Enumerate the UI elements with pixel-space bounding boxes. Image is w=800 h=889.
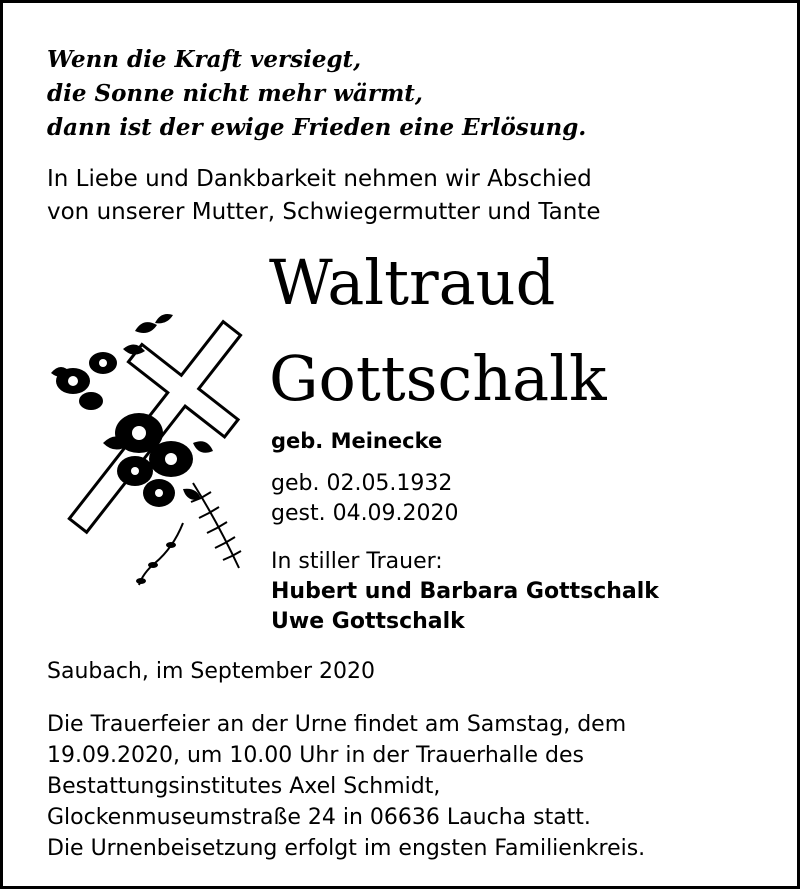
intro-text — [47, 163, 600, 229]
motto-line: die Sonne nicht mehr wärmt, — [47, 80, 423, 107]
funeral-notice — [47, 709, 645, 864]
funeral-line: Die Trauerfeier an der Urne findet am Samstag, dem — [47, 712, 627, 737]
maiden-name: geb. Meinecke — [271, 429, 443, 453]
mourner-name: Hubert und Barbara Gottschalk — [271, 579, 659, 604]
funeral-line: Die Urnenbeisetzung erfolgt im engsten Familienkreis. — [47, 836, 646, 861]
motto-verse — [47, 43, 586, 145]
intro-line: In Liebe und Dankbarkeit nehmen wir Abschied — [47, 166, 592, 192]
intro-line: von unserer Mutter, Schwiegermutter und Tante — [47, 199, 601, 225]
first-name: Waltraud — [269, 246, 556, 319]
motto-line: Wenn die Kraft versiegt, — [47, 46, 362, 73]
funeral-line: Bestattungsinstitutes Axel Schmidt, — [47, 774, 441, 799]
funeral-line: Glockenmuseumstraße 24 in 06636 Laucha statt. — [47, 805, 591, 830]
funeral-line: 19.09.2020, um 10.00 Uhr in der Trauerhalle des — [47, 743, 584, 768]
mourner-name: Uwe Gottschalk — [271, 609, 465, 634]
last-name: Gottschalk — [269, 342, 607, 415]
mourners-heading: In stiller Trauer: — [271, 549, 443, 574]
birth-date: geb. 02.05.1932 — [271, 471, 453, 496]
deceased-name — [269, 235, 607, 427]
death-date: gest. 04.09.2020 — [271, 501, 459, 526]
cross-with-roses-icon — [43, 293, 263, 593]
mourners-block — [271, 547, 659, 637]
motto-line: dann ist der ewige Frieden eine Erlösung. — [47, 114, 587, 141]
place-date: Saubach, im September 2020 — [47, 659, 375, 684]
